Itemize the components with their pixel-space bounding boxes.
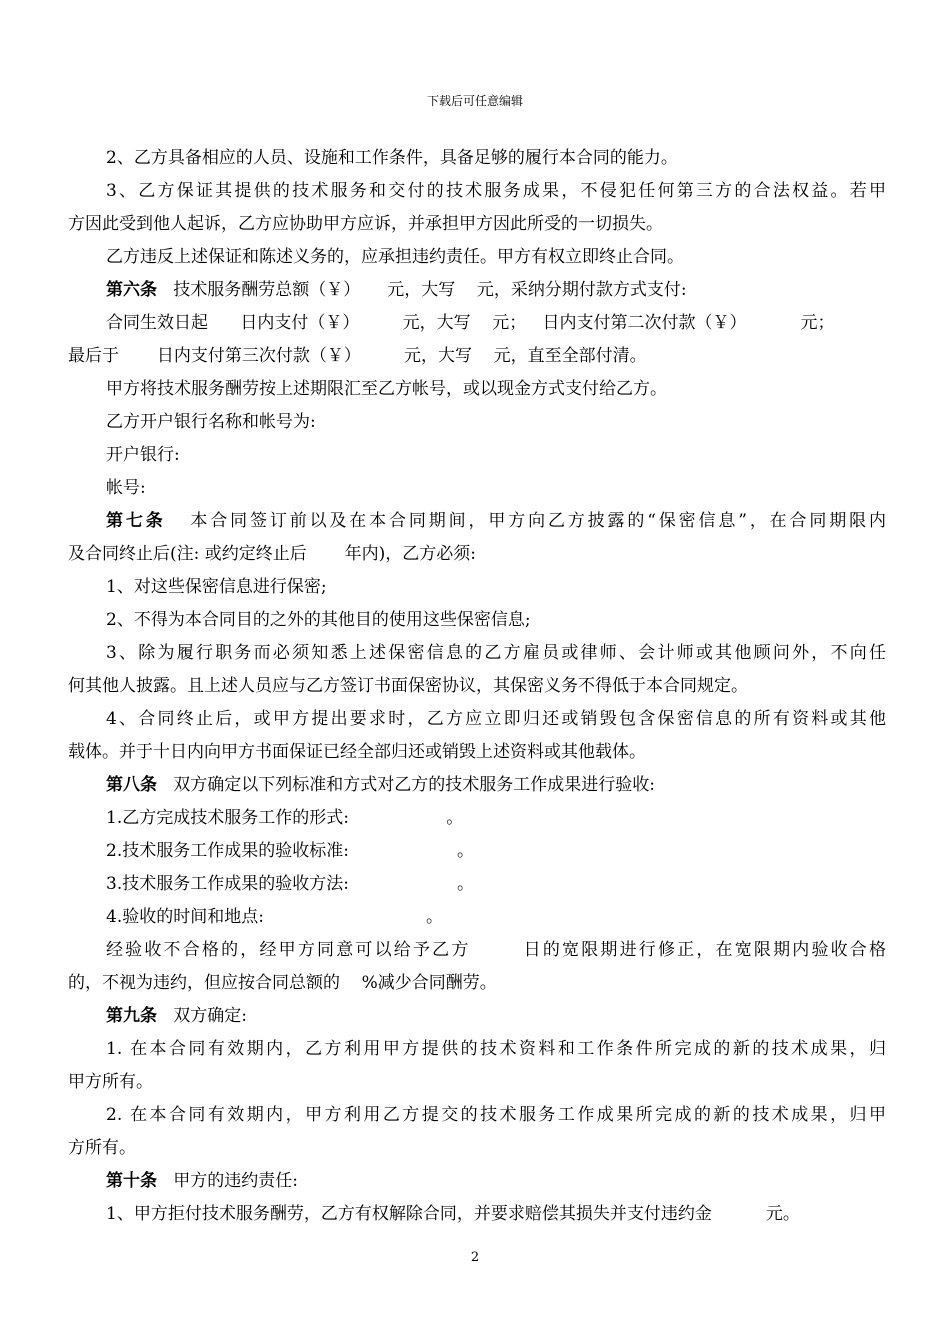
line-text: 的，不视为违约，但应按合同总额的 %减少合同酬劳。 xyxy=(68,973,497,993)
text-line xyxy=(68,901,886,934)
text-line xyxy=(68,505,886,538)
line-text: 方所有。 xyxy=(68,1138,136,1158)
text-line xyxy=(68,340,886,373)
text-line xyxy=(68,472,886,505)
line-text: 1、甲方拒付技术服务酬劳，乙方有权解除合同，并要求赔偿其损失并支付违约金 元。 xyxy=(106,1204,800,1224)
text-line xyxy=(68,175,886,208)
line-text: 2、乙方具备相应的人员、设施和工作条件，具备足够的履行本合同的能力。 xyxy=(106,148,678,168)
page-header: 下载后可任意编辑 xyxy=(426,94,523,108)
text-line xyxy=(68,1066,886,1099)
line-text: 合同生效日起 日内支付（￥） 元，大写 元； 日内支付第二次付款（￥） 元； xyxy=(106,313,835,333)
line-text: 2.技术服务工作成果的验收标准: 。 xyxy=(106,841,475,861)
document-body xyxy=(68,142,886,1231)
text-line xyxy=(68,1099,886,1132)
line-text: 最后于 日内支付第三次付款（￥） 元，大写 元，直至全部付清。 xyxy=(68,346,647,366)
text-line xyxy=(68,571,886,604)
line-text: 载体。并于十日内向甲方书面保证已经全部归还或销毁上述资料或其他载体。 xyxy=(68,742,646,762)
line-text: 2. 在本合同有效期内，甲方利用乙方提交的技术服务工作成果所完成的新的技术成果，归甲 xyxy=(106,1105,886,1125)
line-text: 3.技术服务工作成果的验收方法: 。 xyxy=(106,874,475,894)
text-line xyxy=(68,934,886,967)
line-text: 乙方开户银行名称和帐号为: xyxy=(106,412,316,432)
text-line xyxy=(68,868,886,901)
text-line xyxy=(68,769,886,802)
line-text: 3、乙方保证其提供的技术服务和交付的技术服务成果，不侵犯任何第三方的合法权益。若甲 xyxy=(106,181,886,201)
text-line xyxy=(68,604,886,637)
line-text: 1.乙方完成技术服务工作的形式: 。 xyxy=(106,808,464,828)
line-text: 4、合同终止后，或甲方提出要求时，乙方应立即归还或销毁包含保密信息的所有资料或其他 xyxy=(106,709,886,729)
line-text: 方因此受到他人起诉，乙方应协助甲方应诉，并承担甲方因此所受的一切损失。 xyxy=(68,214,663,234)
text-line xyxy=(68,406,886,439)
line-text: 双方确定: xyxy=(157,1006,247,1026)
text-line xyxy=(68,373,886,406)
text-line xyxy=(68,736,886,769)
text-line xyxy=(68,274,886,307)
line-text: 何其他人披露。且上述人员应与乙方签订书面保密协议，其保密义务不得低于本合同规定。 xyxy=(68,676,748,696)
line-text: 双方确定以下列标准和方式对乙方的技术服务工作成果进行验收: xyxy=(157,775,655,795)
text-line xyxy=(68,1132,886,1165)
line-text: 1、对这些保密信息进行保密; xyxy=(106,577,327,597)
text-line xyxy=(68,670,886,703)
text-line xyxy=(68,142,886,175)
text-line xyxy=(68,538,886,571)
text-line xyxy=(68,802,886,835)
line-text: 甲方所有。 xyxy=(68,1072,153,1092)
article-heading: 第九条 xyxy=(106,1006,157,1026)
line-text: 技术服务酬劳总额（￥） 元，大写 元，采纳分期付款方式支付: xyxy=(157,280,687,300)
line-text: 1. 在本合同有效期内，乙方利用甲方提供的技术资料和工作条件所完成的新的技术成果，归 xyxy=(106,1039,886,1059)
line-text: 2、不得为本合同目的之外的其他目的使用这些保密信息; xyxy=(106,610,531,630)
text-line xyxy=(68,1198,886,1231)
article-heading: 第六条 xyxy=(106,280,157,300)
text-line xyxy=(68,1165,886,1198)
article-heading: 第十条 xyxy=(106,1171,157,1191)
article-heading: 第七条 xyxy=(106,511,166,531)
line-text: 甲方将技术服务酬劳按上述期限汇至乙方帐号，或以现金方式支付给乙方。 xyxy=(106,379,667,399)
text-line xyxy=(68,208,886,241)
text-line xyxy=(68,1000,886,1033)
line-text: 帐号: xyxy=(106,478,146,498)
text-line xyxy=(68,703,886,736)
text-line xyxy=(68,967,886,1000)
line-text: 乙方违反上述保证和陈述义务的，应承担违约责任。甲方有权立即终止合同。 xyxy=(106,247,684,267)
line-text: 本合同签订前以及在本合同期间，甲方向乙方披露的“保密信息”，在合同期限内 xyxy=(165,511,887,531)
text-line xyxy=(68,439,886,472)
line-text: 3、除为履行职务而必须知悉上述保密信息的乙方雇员或律师、会计师或其他顾问外，不向任 xyxy=(106,643,886,663)
line-text: 甲方的违约责任: xyxy=(157,1171,298,1191)
line-text: 经验收不合格的，经甲方同意可以给予乙方 日的宽限期进行修正，在宽限期内验收合格 xyxy=(106,940,886,960)
article-heading: 第八条 xyxy=(106,775,157,795)
text-line xyxy=(68,835,886,868)
text-line xyxy=(68,1033,886,1066)
page-number: 2 xyxy=(470,1250,480,1265)
line-text: 及合同终止后(注: 或约定终止后 年内)，乙方必须: xyxy=(68,544,476,564)
text-line xyxy=(68,241,886,274)
text-line xyxy=(68,637,886,670)
line-text: 开户银行: xyxy=(106,445,180,465)
line-text: 4.验收的时间和地点: 。 xyxy=(106,907,444,927)
text-line xyxy=(68,307,886,340)
